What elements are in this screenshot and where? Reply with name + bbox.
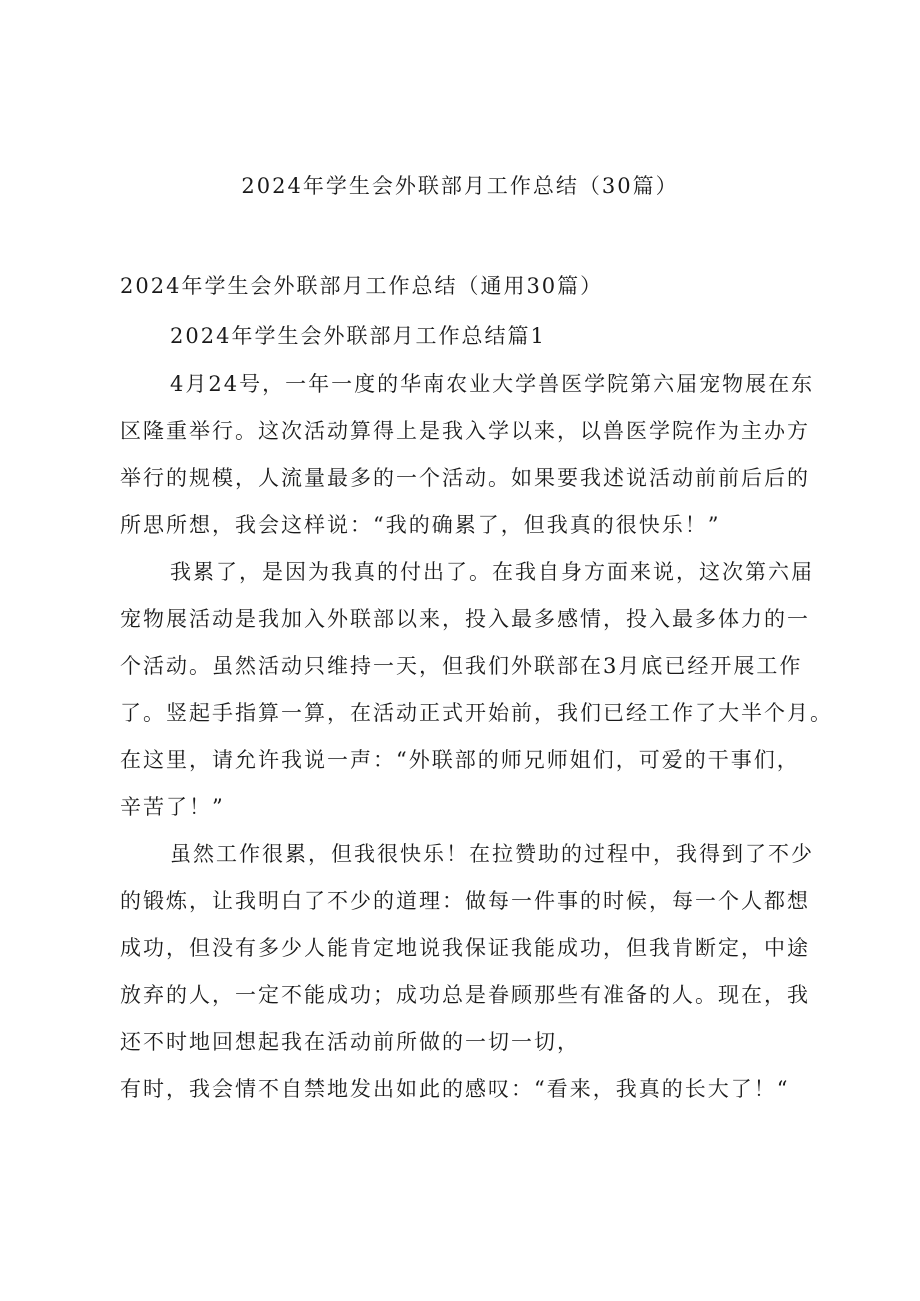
paragraph-line: 了。竖起手指算一算，在活动正式开始前，我们已经工作了大半个月。 (120, 701, 833, 725)
paragraph-line: 4月24号，一年一度的华南农业大学兽医学院第六届宠物展在东 (170, 372, 815, 396)
paragraph-line: 所思所想，我会这样说：“我的确累了，但我真的很快乐！” (120, 513, 721, 537)
paragraph-line: 的锻炼，让我明白了不少的道理：做每一件事的时候，每一个人都想 (120, 889, 810, 913)
paragraph-3 (120, 831, 840, 1113)
paragraph-line: 放弃的人，一定不能成功；成功总是眷顾那些有准备的人。现在，我 (120, 983, 810, 1007)
paragraph-line: 虽然工作很累，但我很快乐！在拉赞助的过程中，我得到了不少 (170, 842, 814, 866)
document-subtitle: 2024年学生会外联部月工作总结（通用30篇） (120, 274, 604, 298)
paragraph-2 (120, 549, 840, 831)
paragraph-1 (120, 361, 840, 549)
paragraph-line: 区隆重举行。这次活动算得上是我入学以来，以兽医学院作为主办方 (120, 419, 810, 443)
paragraph-line: 成功，但没有多少人能肯定地说我保证我能成功，但我肯断定，中途 (120, 936, 810, 960)
paragraph-line: 辛苦了！” (120, 795, 225, 819)
paragraph-line: 有时，我会情不自禁地发出如此的感叹：“看来，我真的长大了！“ (120, 1077, 790, 1101)
section-heading: 2024年学生会外联部月工作总结篇1 (170, 324, 546, 348)
paragraph-line: 宠物展活动是我加入外联部以来，投入最多感情，投入最多体力的一 (120, 607, 810, 631)
paragraph-line: 个活动。虽然活动只维持一天，但我们外联部在3月底已经开展工作 (120, 654, 803, 678)
paragraph-line: 举行的规模，人流量最多的一个活动。如果要我述说活动前前后后的 (120, 466, 810, 490)
document-title: 2024年学生会外联部月工作总结（30篇） (241, 174, 679, 198)
paragraph-line: 还不时地回想起我在活动前所做的一切一切， (120, 1030, 580, 1054)
paragraph-line: 在这里，请允许我说一声：“外联部的师兄师姐们，可爱的干事们， (120, 748, 800, 772)
paragraph-line: 我累了，是因为我真的付出了。在我自身方面来说，这次第六届 (170, 560, 814, 584)
